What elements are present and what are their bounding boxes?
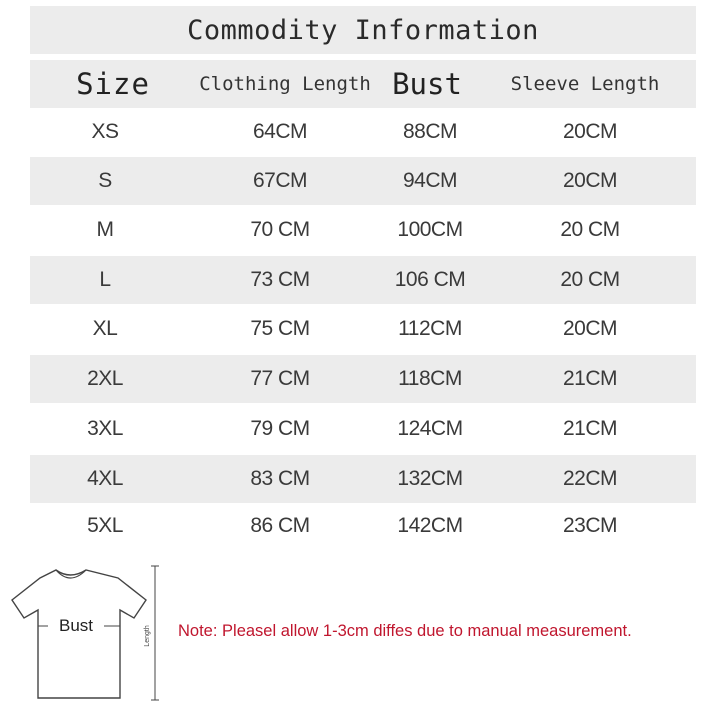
cell-sleeve-length: 21CM (562, 417, 618, 440)
cell-bust: 106 CM (394, 268, 466, 291)
cell-clothing-length: 73 CM (250, 268, 310, 291)
cell-clothing-length: 67CM (252, 169, 308, 192)
cell-sleeve-length: 20CM (562, 317, 618, 340)
table-row (30, 502, 696, 550)
cell-clothing-length: 77 CM (250, 367, 310, 390)
table-row (30, 206, 696, 254)
cell-sleeve-length: 20 CM (560, 268, 620, 291)
cell-bust: 142CM (397, 514, 463, 537)
cell-sleeve-length: 22CM (562, 467, 618, 490)
cell-clothing-length: 83 CM (250, 467, 310, 490)
cell-sleeve-length: 23CM (562, 514, 618, 537)
header-size: Size (76, 67, 150, 101)
cell-size: 4XL (87, 467, 123, 490)
cell-size: XS (91, 120, 119, 143)
cell-size: 5XL (87, 514, 123, 537)
table-row (30, 455, 696, 503)
cell-sleeve-length: 20CM (562, 169, 618, 192)
cell-bust: 100CM (397, 218, 463, 241)
header-sleeve-length: Sleeve Length (510, 73, 660, 95)
cell-clothing-length: 86 CM (250, 514, 310, 537)
cell-size: L (99, 268, 111, 291)
cell-bust: 94CM (402, 169, 458, 192)
cell-bust: 112CM (398, 317, 462, 340)
table-row (30, 355, 696, 403)
cell-clothing-length: 79 CM (250, 417, 310, 440)
title-bar (30, 6, 696, 54)
bust-label: Bust (58, 616, 94, 635)
cell-clothing-length: 64CM (252, 120, 308, 143)
cell-bust: 118CM (398, 367, 462, 390)
cell-bust: 124CM (397, 417, 463, 440)
cell-size: 3XL (87, 417, 123, 440)
cell-bust: 88CM (402, 120, 458, 143)
cell-sleeve-length: 21CM (562, 367, 618, 390)
header-clothing-length: Clothing Length (199, 73, 371, 95)
cell-size: XL (92, 317, 118, 340)
table-row (30, 108, 696, 156)
cell-clothing-length: 75 CM (250, 317, 310, 340)
cell-clothing-length: 70 CM (250, 218, 310, 241)
measurement-note: Note: Pleasel allow 1-3cm diffes due to manual measurement. (178, 622, 632, 640)
cell-sleeve-length: 20 CM (560, 218, 620, 241)
table-row (30, 405, 696, 453)
cell-bust: 132CM (397, 467, 463, 490)
cell-sleeve-length: 20CM (562, 120, 618, 143)
header-bust: Bust (392, 67, 462, 101)
table-title: Commodity Information (187, 14, 539, 46)
length-label: Length (144, 625, 151, 647)
table-row (30, 157, 696, 205)
tshirt-collar (56, 570, 86, 578)
cell-size: M (96, 218, 114, 241)
table-row (30, 256, 696, 304)
cell-size: S (98, 169, 112, 192)
table-header-row (30, 60, 696, 108)
tshirt-diagram (8, 560, 168, 710)
table-row (30, 305, 696, 353)
cell-size: 2XL (87, 367, 123, 390)
